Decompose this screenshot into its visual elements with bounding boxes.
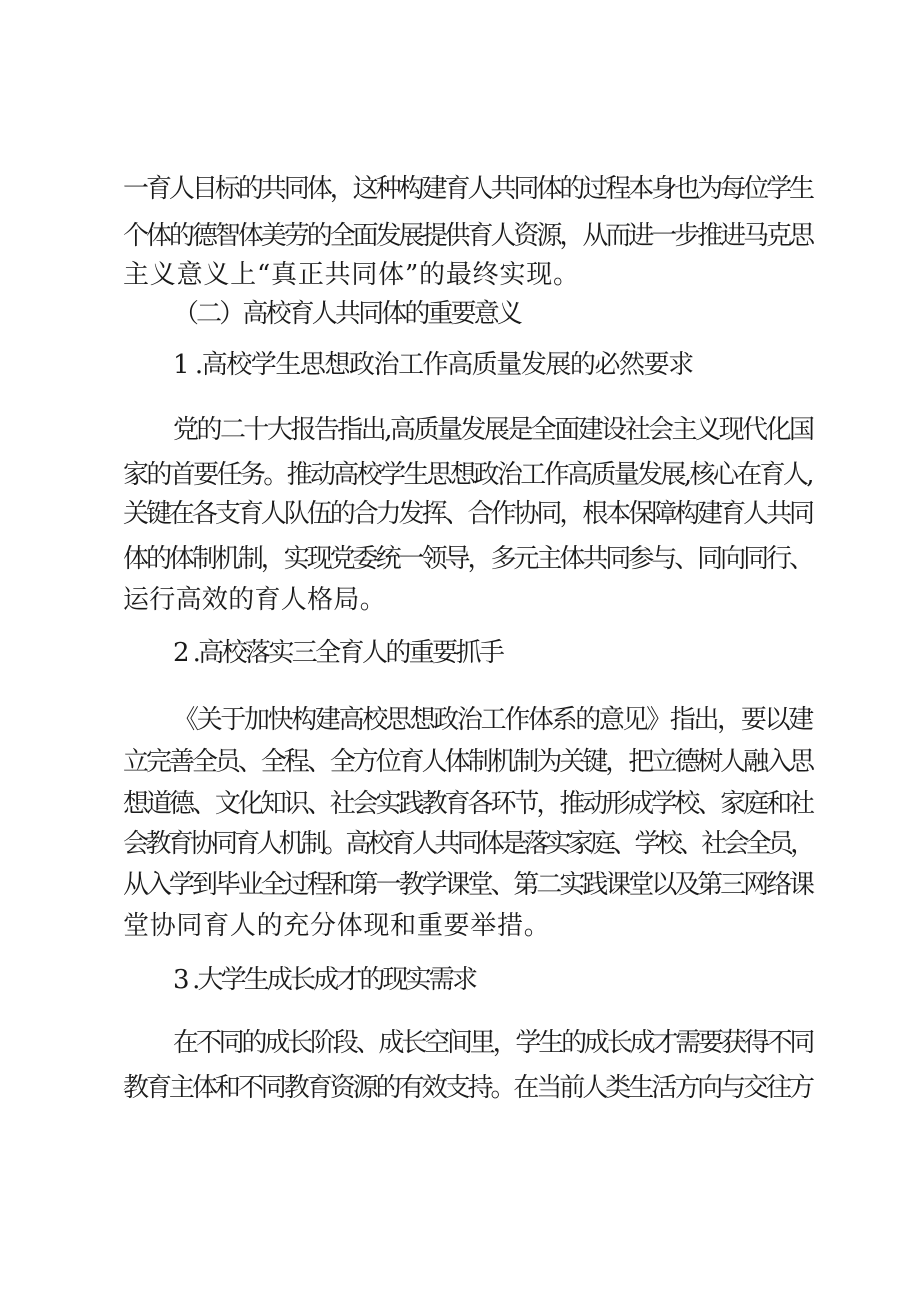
paragraph-line: 个体的德智体美劳的全面发展提供育人资源，从而进一步推进马克思 [123,221,813,251]
paragraph-line: 关键在各支育人队伍的合力发挥、合作协同，根本保障构建育人共同 [123,499,813,529]
subsection-heading-2: 2 .高校落实三全育人的重要抓手 [173,638,503,668]
paragraph-line: 从入学到毕业全过程和第一教学课堂、第二实践课堂以及第三网络课 [123,870,813,900]
subsection-heading-1: 1 .高校学生思想政治工作高质量发展的必然要求 [173,350,693,380]
section-heading: （二）高校育人共同体的重要意义 [173,299,521,329]
paragraph-line: 想道德、文化知识、社会实践教育各环节，推动形成学校、家庭和社 [123,789,813,819]
paragraph-line: 运行高效的育人格局。 [123,585,387,615]
paragraph-line: 会教育协同育人机制。高校育人共同体是落实家庭、学校、社会全员， [123,829,813,859]
paragraph-line: 堂协同育人的充分体现和重要举措。 [123,911,551,941]
paragraph-line: 《关于加快构建高校思想政治工作体系的意见》指出，要以建 [173,705,812,735]
paragraph-line: 一育人目标的共同体，这种构建育人共同体的过程本身也为每位学生 [123,174,813,204]
subsection-heading-3: 3 .大学生成长成才的现实需求 [173,965,476,995]
paragraph-line: 教育主体和不同教育资源的有效支持。在当前人类生活方向与交往方 [123,1073,813,1103]
paragraph-line: 在不同的成长阶段、成长空间里，学生的成长成才需要获得不同 [173,1028,813,1058]
paragraph-line: 党的二十大报告指出,高质量发展是全面建设社会主义现代化国 [173,415,813,445]
paragraph-line: 家的首要任务。推动高校学生思想政治工作高质量发展,核心在育人, [123,460,812,490]
paragraph-line: 立完善全员、全程、全方位育人体制机制为关键，把立德树人融入思 [123,747,813,777]
paragraph-line: 体的体制机制，实现党委统一领导，多元主体共同参与、同向同行、 [123,544,813,574]
paragraph-line: 主义意义上“真正共同体”的最终实现。 [123,260,580,290]
